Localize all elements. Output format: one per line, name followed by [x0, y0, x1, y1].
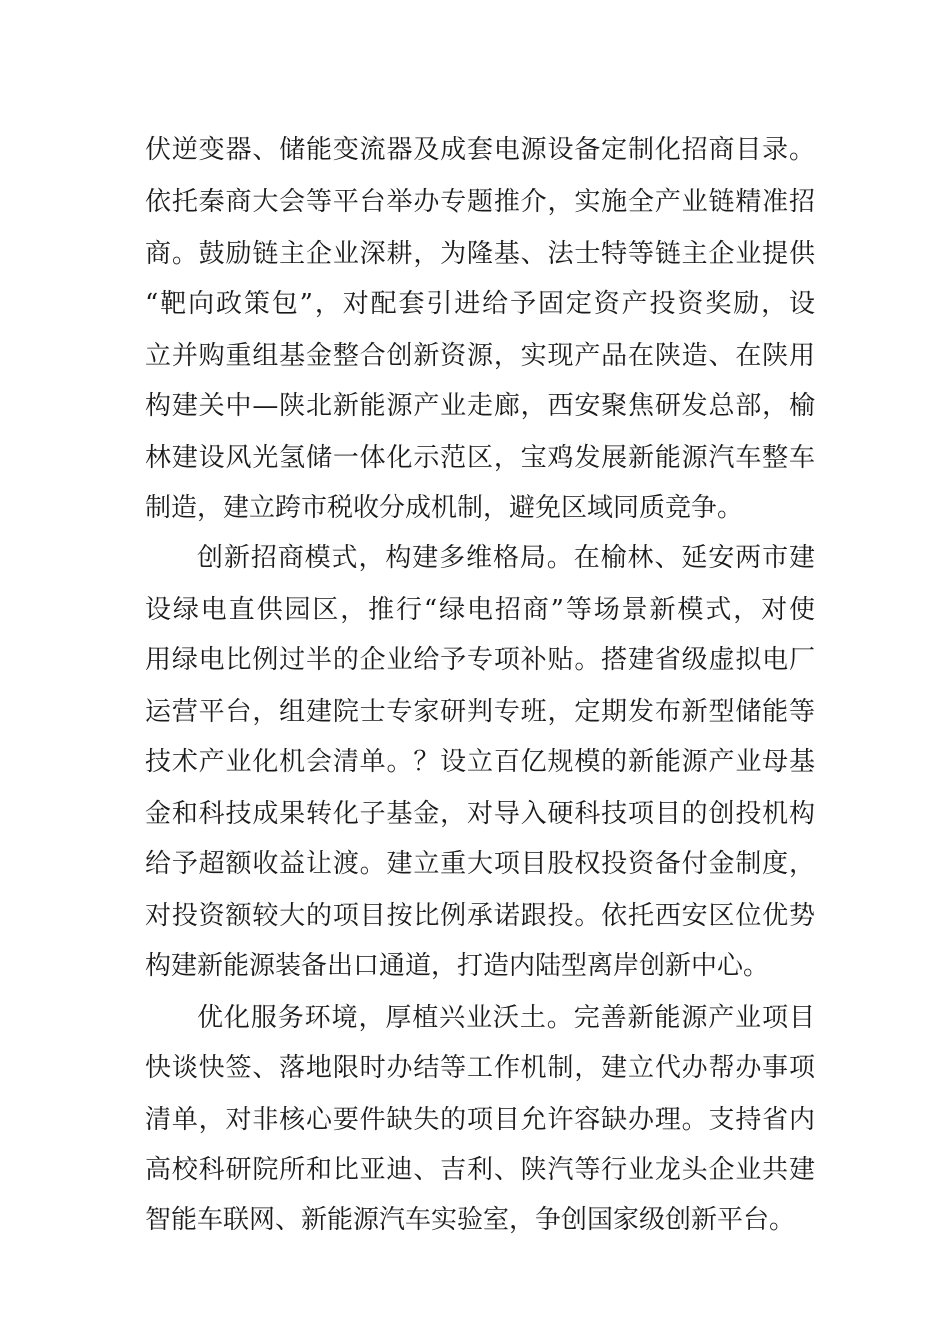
- text-line: 依托秦商大会等平台举办专题推介，实施全产业链精准招: [145, 187, 815, 217]
- text-line: 用绿电比例过半的企业给予专项补贴。搭建省级虚拟电厂: [145, 645, 815, 675]
- text-line: 金和科技成果转化子基金，对导入硬科技项目的创投机构: [145, 799, 815, 829]
- text-line: 构建新能源装备出口通道，打造内陆型离岸创新中心。: [145, 951, 770, 981]
- text-line: 技术产业化机会清单。？设立百亿规模的新能源产业母基: [145, 747, 815, 777]
- text-line: 构建关中—陕北新能源产业走廊，西安聚焦研发总部，榆: [145, 391, 815, 421]
- text-line: 商。鼓励链主企业深耕，为隆基、法士特等链主企业提供: [145, 239, 815, 269]
- text-line: 运营平台，组建院士专家研判专班，定期发布新型储能等: [145, 697, 815, 727]
- text-line: “靶向政策包”，对配套引进给予固定资产投资奖励，设: [145, 289, 815, 319]
- text-line: 高校科研院所和比亚迪、吉利、陕汽等行业龙头企业共建: [145, 1155, 815, 1185]
- text-line: 伏逆变器、储能变流器及成套电源设备定制化招商目录。: [145, 135, 815, 165]
- text-line: 设绿电直供园区，推行“绿电招商”等场景新模式，对使: [145, 595, 815, 625]
- text-line: 快谈快签、落地限时办结等工作机制，建立代办帮办事项: [145, 1053, 815, 1083]
- text-line: 清单，对非核心要件缺失的项目允许容缺办理。支持省内: [145, 1105, 815, 1135]
- text-line: 林建设风光氢储一体化示范区，宝鸡发展新能源汽车整车: [145, 443, 815, 473]
- text-line: 立并购重组基金整合创新资源，实现产品在陕造、在陕用: [145, 341, 815, 371]
- paragraph-first-line: 创新招商模式，构建多维格局。在榆林、延安两市建: [197, 543, 815, 573]
- text-line: 制造，建立跨市税收分成机制，避免区域同质竞争。: [145, 493, 744, 523]
- text-line: 智能车联网、新能源汽车实验室，争创国家级创新平台。: [145, 1205, 796, 1235]
- text-line: 对投资额较大的项目按比例承诺跟投。依托西安区位优势: [145, 901, 815, 931]
- paragraph-first-line: 优化服务环境，厚植兴业沃土。完善新能源产业项目: [197, 1003, 815, 1033]
- text-line: 给予超额收益让渡。建立重大项目股权投资备付金制度，: [145, 849, 815, 879]
